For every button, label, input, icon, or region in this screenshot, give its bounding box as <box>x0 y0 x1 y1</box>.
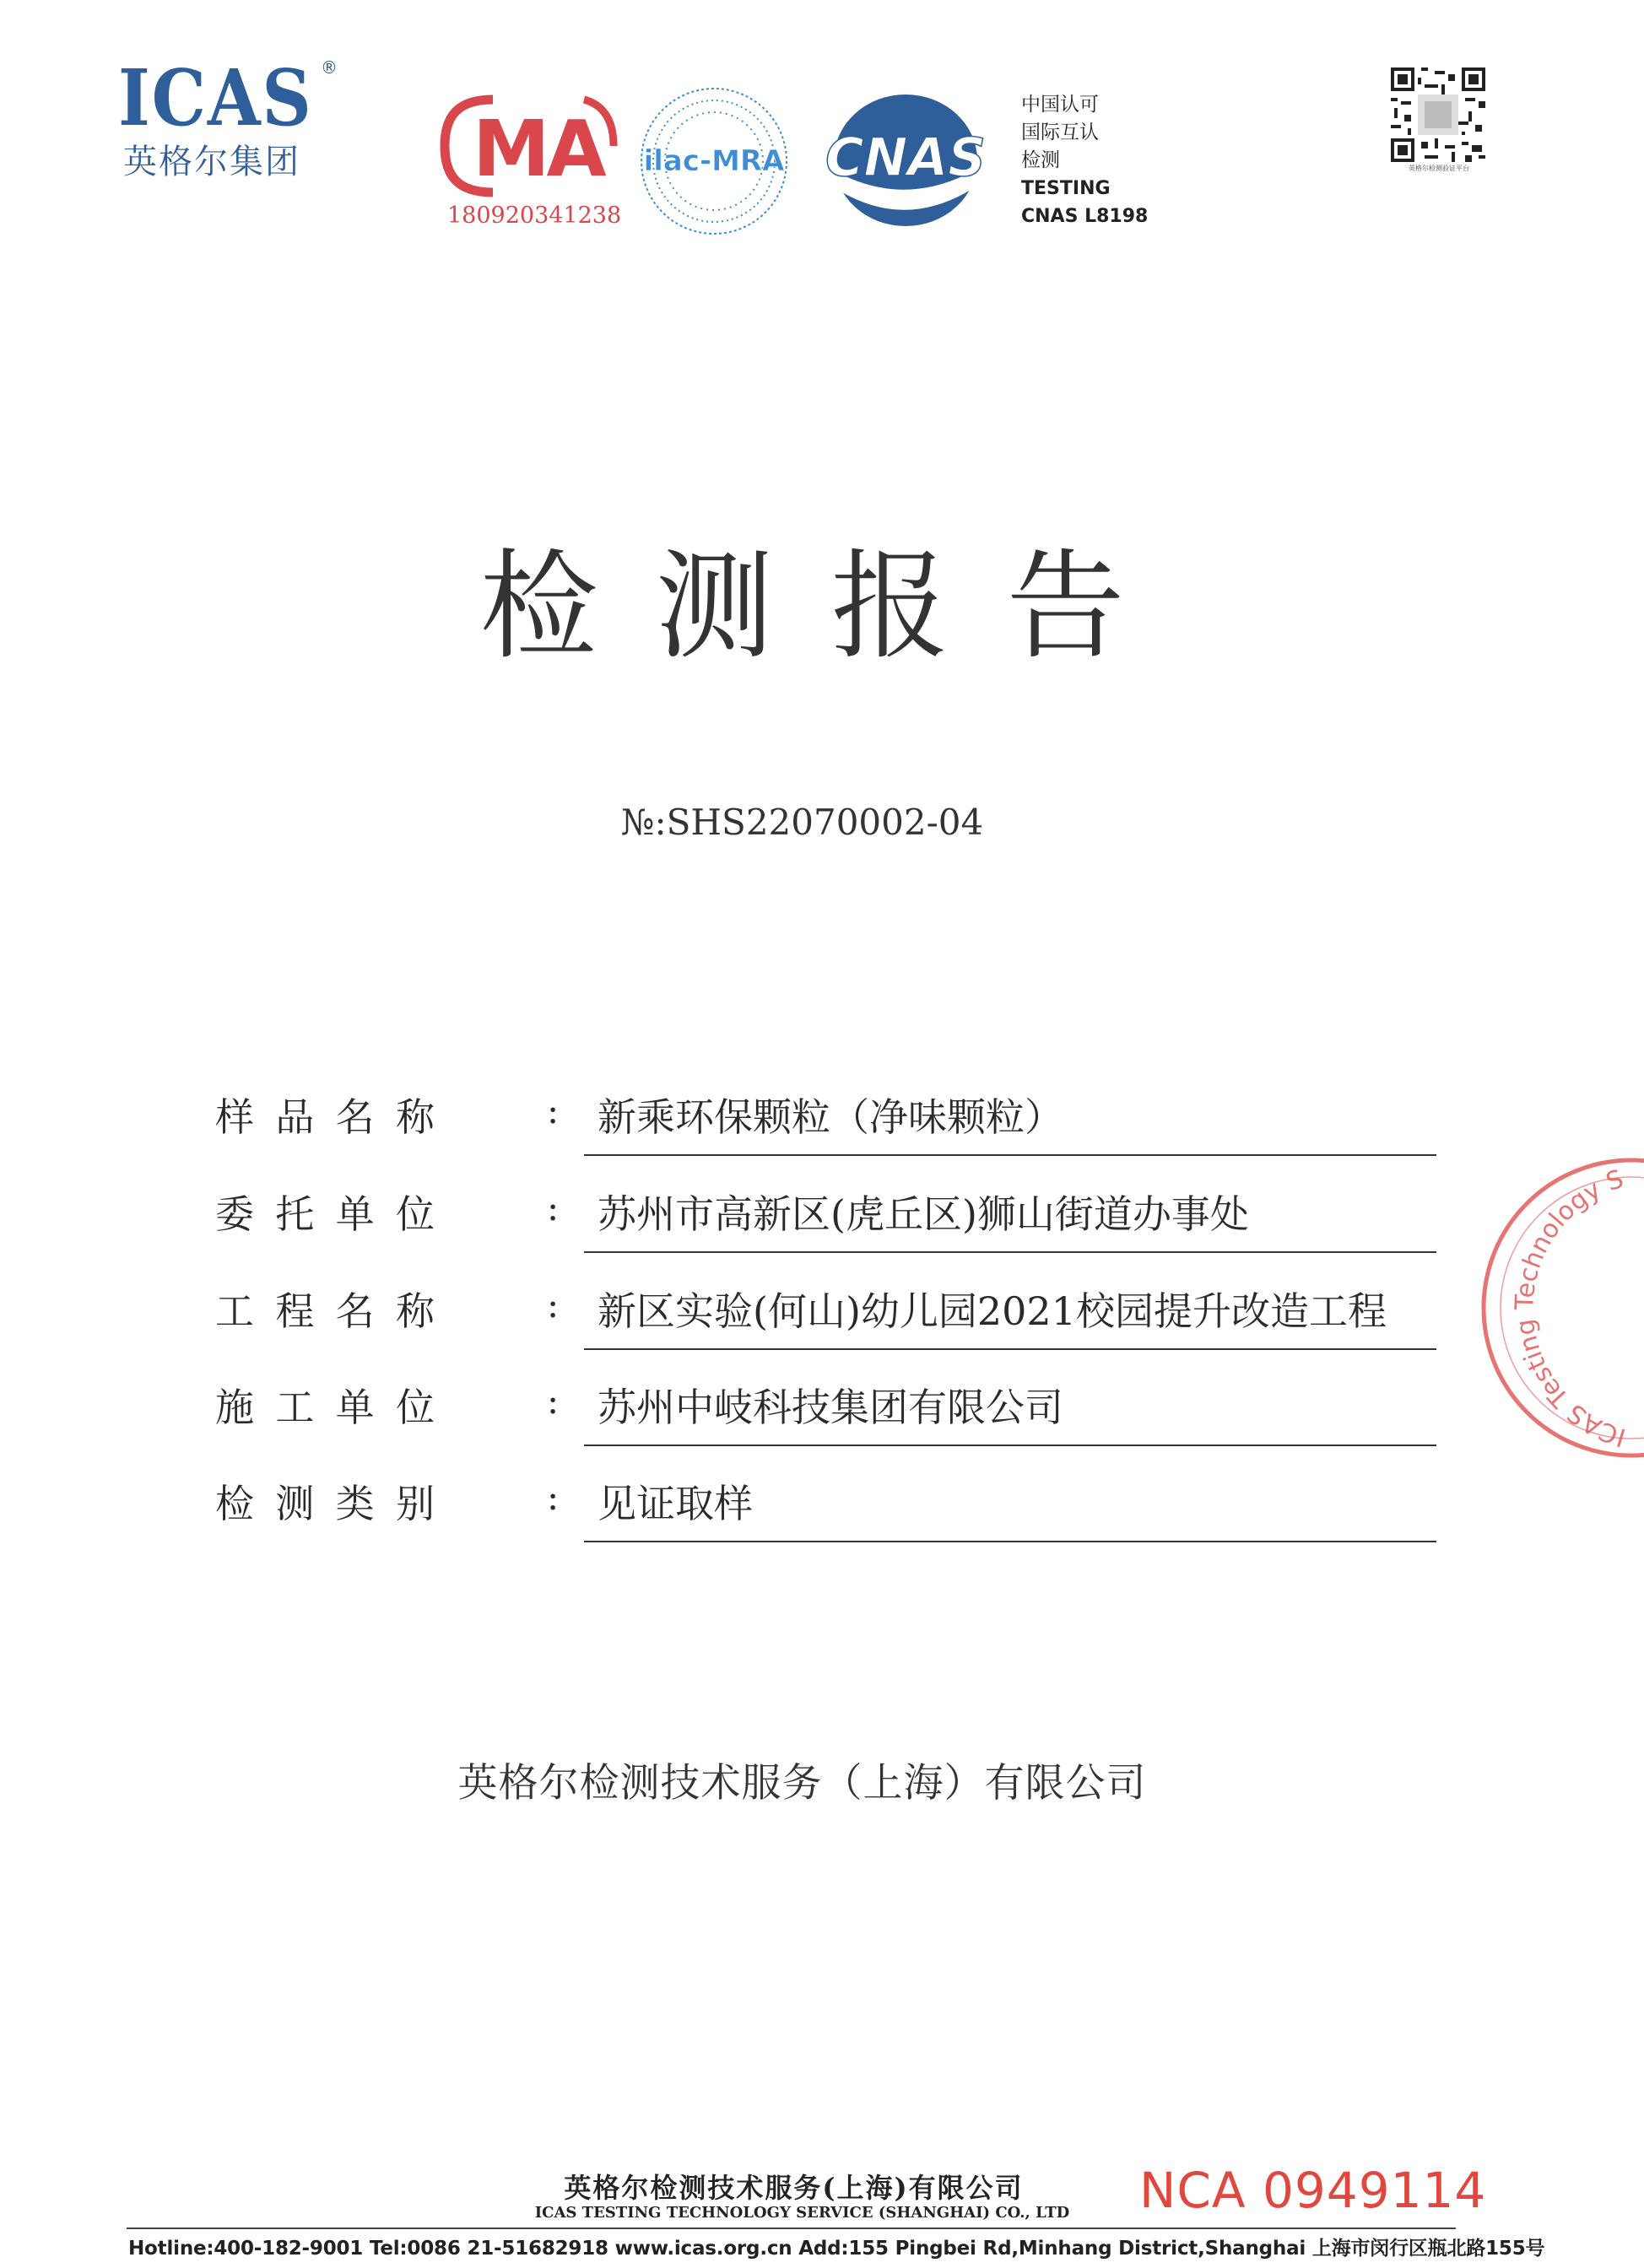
underline <box>584 1541 1436 1542</box>
cnas-line-5: CNAS L8198 <box>1021 206 1149 227</box>
ilac-mra-logo <box>637 84 791 238</box>
label-char: 样 <box>215 1094 254 1140</box>
footer-company-en: ICAS TESTING TECHNOLOGY SERVICE (SHANGHAI) CO., LTD <box>534 2204 1070 2222</box>
cma-logo <box>441 91 622 235</box>
icas-logo <box>118 52 338 186</box>
svg-text:ICAS Testing Technology Servic <box>1475 1152 1629 1452</box>
info-label <box>215 1377 435 1433</box>
info-label <box>215 1473 435 1529</box>
info-row-client <box>0 1184 1604 1282</box>
info-value: 苏州中岐科技集团有限公司 <box>598 1385 1063 1430</box>
label-char: 测 <box>275 1481 315 1526</box>
page-title: 检测报告 <box>479 538 1182 676</box>
info-row-sample-name <box>0 1087 1604 1185</box>
info-label <box>215 1281 435 1336</box>
info-row-test-category <box>0 1473 1604 1571</box>
label-char: 名 <box>335 1094 375 1140</box>
info-value: 新乘环保颗粒（净味颗粒） <box>598 1094 1063 1140</box>
underline <box>584 1348 1436 1350</box>
info-value: 苏州市高新区(虎丘区)狮山街道办事处 <box>598 1191 1249 1237</box>
label-char: 托 <box>275 1191 315 1237</box>
cma-number: 180920341238 <box>447 202 622 229</box>
label-char: 称 <box>395 1288 435 1334</box>
underline <box>584 1154 1436 1156</box>
ilac-emblem-icon <box>637 84 791 238</box>
qr-code[interactable] <box>1391 68 1485 162</box>
underline <box>584 1444 1436 1446</box>
info-row-contractor <box>0 1377 1604 1475</box>
cnas-line-2: 国际互认 <box>1021 122 1099 143</box>
label-char: 位 <box>395 1191 435 1237</box>
info-colon: : <box>547 1477 560 1518</box>
label-char: 施 <box>215 1385 254 1430</box>
cma-logo-text: MA <box>473 104 603 194</box>
info-colon: : <box>547 1090 560 1131</box>
cnas-line-3: 检测 <box>1021 149 1060 171</box>
serial-number: NCA 0949114 <box>1139 2162 1487 2219</box>
footer-company-cn: 英格尔检测技术服务(上海)有限公司 <box>564 2172 1024 2204</box>
seal-stamp-icon <box>1475 1152 1644 1472</box>
cma-emblem-icon <box>441 91 618 201</box>
icas-logo-subtitle: 英格尔集团 <box>123 143 300 181</box>
info-colon: : <box>547 1284 560 1326</box>
info-label <box>215 1184 435 1239</box>
info-value: 见证取样 <box>598 1481 753 1526</box>
label-char: 程 <box>275 1288 315 1334</box>
report-number: №:SHS22070002-04 <box>620 802 984 843</box>
info-value: 新区实验(何山)幼儿园2021校园提升改造工程 <box>598 1288 1387 1334</box>
label-char: 单 <box>335 1191 375 1237</box>
cnas-accreditation-text <box>1021 91 1190 230</box>
label-char: 检 <box>215 1481 254 1526</box>
footer-contact-line: Hotline:400-182-9001 Tel:0086 21-51682918 www.icas.org.cn Add:155 Pingbei Rd,Minhang District,Shanghai 上海市闵行区瓶北路155号 <box>128 2238 1545 2260</box>
qr-code-icon <box>1391 68 1485 162</box>
company-seal-icon <box>1475 1152 1644 1472</box>
issuing-company: 英格尔检测技术服务（上海）有限公司 <box>457 1760 1147 1806</box>
cnas-line-1: 中国认可 <box>1021 94 1099 116</box>
seal-text: ICAS Testing Technology S <box>1510 1164 1630 1452</box>
info-label <box>215 1087 435 1142</box>
cnas-emblem-icon <box>817 91 994 230</box>
cnas-line-4: TESTING <box>1021 178 1111 199</box>
info-row-project-name <box>0 1281 1604 1379</box>
info-colon: : <box>547 1187 560 1228</box>
label-char: 委 <box>215 1191 254 1237</box>
underline <box>584 1251 1436 1253</box>
label-char: 别 <box>395 1481 435 1526</box>
label-char: 类 <box>335 1481 375 1526</box>
label-char: 工 <box>215 1288 254 1334</box>
cnas-logo-text: CNAS <box>825 127 987 188</box>
label-char: 称 <box>395 1094 435 1140</box>
label-char: 品 <box>275 1094 315 1140</box>
label-char: 单 <box>335 1385 375 1430</box>
qr-caption: 英格尔检测验证平台 <box>1409 165 1469 172</box>
ilac-logo-text: ilac-MRA <box>643 144 785 178</box>
cnas-logo <box>817 91 994 230</box>
icas-logo-wordmark: ICAS <box>118 52 313 143</box>
info-colon: : <box>547 1380 560 1422</box>
registered-mark: ® <box>321 57 338 78</box>
label-char: 位 <box>395 1385 435 1430</box>
label-char: 名 <box>335 1288 375 1334</box>
footer-divider <box>127 2228 1456 2229</box>
label-char: 工 <box>275 1385 315 1430</box>
